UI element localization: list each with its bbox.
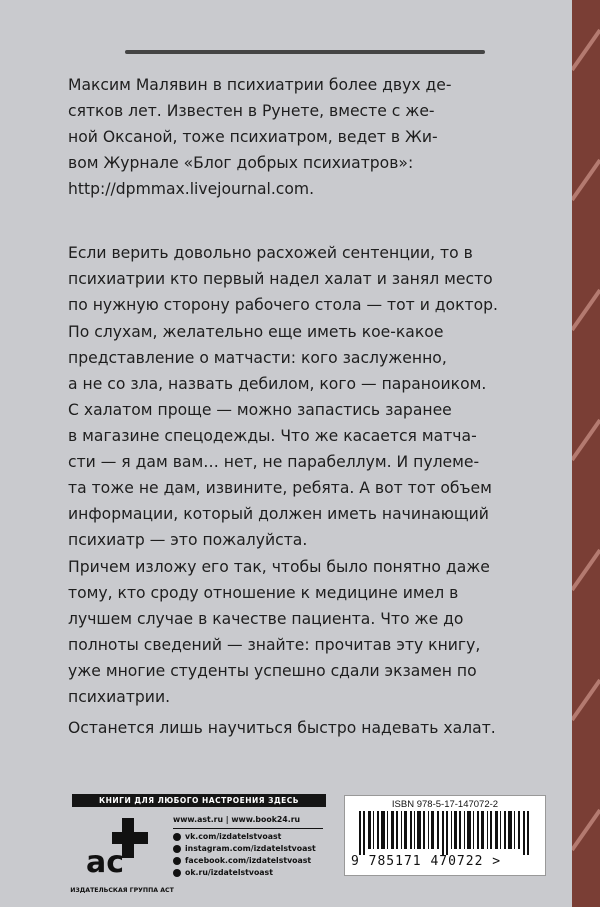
blurb-line: С халатом проще — можно запастись заранее [68, 401, 452, 419]
blurb-line: уже многие студенты успешно сдали экзамен по [68, 662, 477, 680]
blurb-line: По слухам, желательно еще иметь кое-какое [68, 323, 444, 341]
blurb-line: Останется лишь научиться быстро надевать халат. [68, 719, 496, 737]
odnoklassniki-icon [173, 869, 181, 877]
social-link-vk[interactable] [173, 831, 323, 843]
publisher-links [173, 814, 323, 879]
blurb-paragraph-1 [68, 240, 514, 318]
blurb-line: полноты сведений — знайте: прочитав эту книгу, [68, 636, 481, 654]
blurb-line: тому, кто сроду отношение к медицине имел в [68, 584, 459, 602]
blurb-line: сти — я дам вам… нет, не парабеллум. И пулеме- [68, 453, 480, 471]
blurb-line: в магазине спецодежды. Что же касается матча- [68, 427, 477, 445]
bio-line: сятков лет. Известен в Рунете, вместе с же- [68, 102, 435, 120]
blurb-line: Если верить довольно расхожей сентенции, то в [68, 244, 473, 262]
vk-icon [173, 833, 181, 841]
social-link-text: vk.com/izdatelstvoast [185, 832, 282, 841]
social-link-ok[interactable] [173, 867, 323, 879]
blurb-line: психиатрии. [68, 688, 171, 706]
blurb-paragraph-4 [68, 715, 514, 741]
blurb-line: психиатрии кто первый надел халат и занял место [68, 270, 493, 288]
top-divider [125, 50, 485, 54]
social-link-text: ok.ru/izdatelstvoast [185, 868, 273, 877]
blurb-paragraph-3 [68, 554, 514, 710]
blurb-line: по нужную сторону рабочего стола — тот и доктор. [68, 296, 499, 314]
links-divider [173, 828, 323, 829]
blurb-line: информации, который должен иметь начинающий [68, 505, 489, 523]
blurb-line: та тоже не дам, извините, ребята. А вот тот объем [68, 479, 492, 497]
barcode-bars [359, 811, 531, 855]
blurb-line: а не со зла, назвать дебилом, кого — параноиком. [68, 375, 487, 393]
barcode-digits: 9 785171 470722 > [351, 854, 502, 869]
social-link-instagram[interactable] [173, 843, 323, 855]
social-link-text: instagram.com/izdatelstvoast [185, 844, 316, 853]
blurb-line: представление о матчасти: кого заслуженно, [68, 349, 447, 367]
ast-logo [82, 814, 158, 884]
instagram-icon [173, 845, 181, 853]
blurb-line: Причем изложу его так, чтобы было понятно даже [68, 558, 490, 576]
blurb-line: лучшем случае в качестве пациента. Что же до [68, 610, 464, 628]
publisher-tagline: КНИГИ ДЛЯ ЛЮБОГО НАСТРОЕНИЯ ЗДЕСЬ [72, 794, 326, 807]
isbn-label: ISBN 978-5-17-147072-2 [391, 799, 499, 810]
svg-text:ас: ас [86, 845, 125, 880]
social-link-facebook[interactable] [173, 855, 323, 867]
blurb-paragraph-2 [68, 319, 514, 553]
decorative-stripe [572, 0, 600, 907]
bio-line: Максим Малявин в психиатрии более двух де- [68, 76, 452, 94]
social-link-text: facebook.com/izdatelstvoast [185, 856, 312, 865]
author-bio [68, 72, 514, 202]
blurb-line: психиатр — это пожалуйста. [68, 531, 308, 549]
facebook-icon [173, 857, 181, 865]
bio-line: ной Оксаной, тоже психиатром, ведет в Жи- [68, 128, 438, 146]
publisher-caption: ИЗДАТЕЛЬСКАЯ ГРУППА АСТ [70, 887, 174, 894]
bio-line: вом Журнале «Блог добрых психиатров»: [68, 154, 414, 172]
isbn-barcode [344, 795, 546, 876]
bio-link: http://dpmmax.livejournal.com. [68, 180, 315, 198]
website-link[interactable]: www.ast.ru | www.book24.ru [173, 815, 301, 824]
